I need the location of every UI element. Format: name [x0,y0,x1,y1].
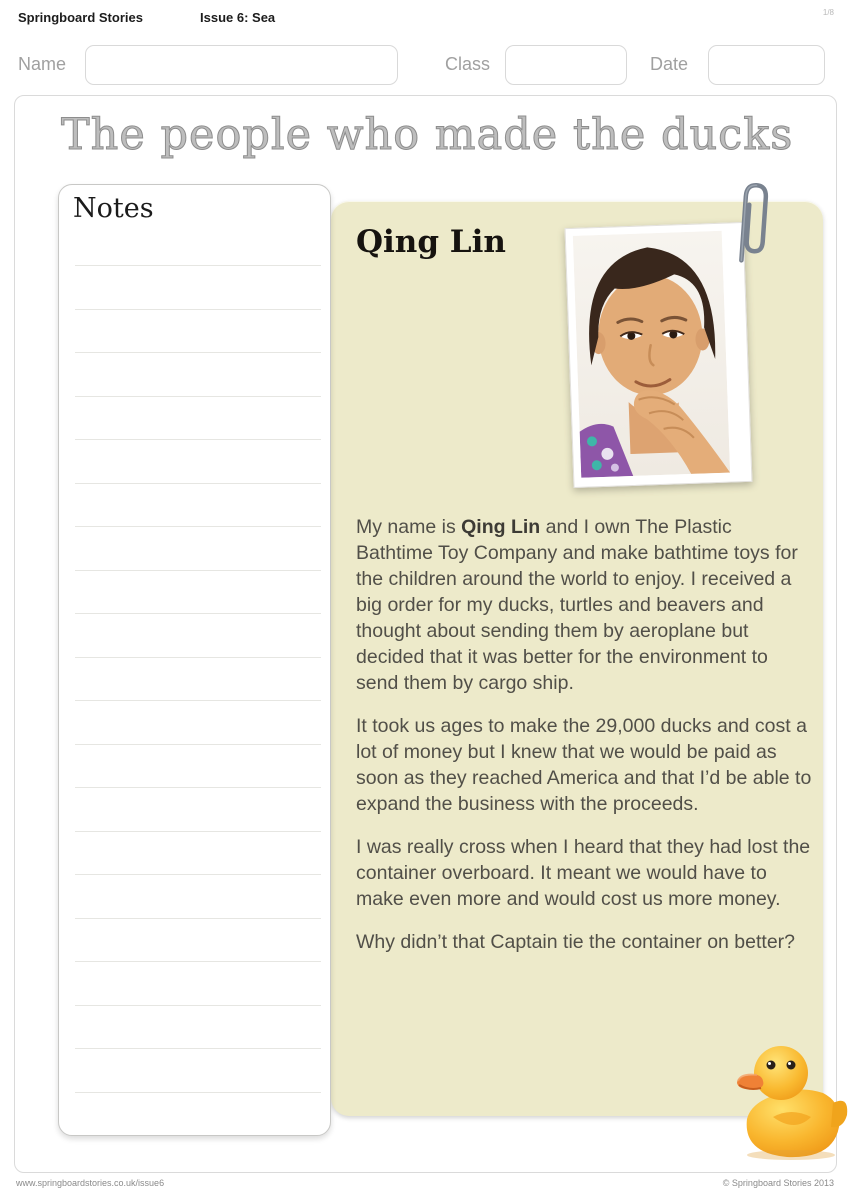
page-indicator: 1/8 [822,8,834,17]
note-line [75,613,321,614]
note-line [75,961,321,962]
note-line [75,265,321,266]
note-line [75,831,321,832]
class-input[interactable] [505,45,627,85]
brand-title: Springboard Stories [18,10,143,25]
footer-url: www.springboardstories.co.uk/issue6 [16,1178,165,1188]
sheet-container [14,95,837,1173]
note-line [75,918,321,919]
note-line [75,352,321,353]
portrait-illustration [573,231,730,478]
date-input[interactable] [708,45,825,85]
story-bold-name: Qing Lin [461,516,541,538]
story-paragraph-3: I was really cross when I heard that they had lost the container overboard. It meant we would have to make even more and would cost us more money. [356,836,811,910]
notes-heading: Notes [73,193,154,224]
story-text [356,514,814,972]
note-line [75,787,321,788]
story-paragraph-1: My name is Qing Lin and I own The Plastic Bathtime Toy Company and make bathtime toys for the children around the world to enjoy. I received a big order for my ducks, turtles and beavers and thought about sending them by aeroplane but decided that it was better for the environment to send them by cargo ship. [356,516,798,694]
story-paragraph-4: Why didn’t that Captain tie the container on better? [356,931,796,953]
note-line [75,483,321,484]
note-line [75,309,321,310]
qing-lin-photo [565,222,753,488]
note-line [75,526,321,527]
note-line [75,744,321,745]
note-line [75,874,321,875]
note-line [75,657,321,658]
page-title: The people who made the ducks [61,110,794,160]
notes-panel [58,184,331,1136]
note-line [75,1048,321,1049]
issue-label: Issue 6: Sea [200,10,276,25]
story-paragraph-2: It took us ages to make the 29,000 ducks and cost a lot of money but I knew that we would be paid as soon as they reached America and that I’d be able to expand the business with the proceeds. [356,715,812,815]
note-line [75,700,321,701]
name-input[interactable] [85,45,398,85]
footer-copyright: © Springboard Stories 2013 [722,1178,834,1188]
name-label: Name [18,54,67,74]
note-line [75,1005,321,1006]
date-label: Date [650,54,689,74]
paperclip-icon [729,178,775,269]
note-line [75,439,321,440]
story-heading: Qing Lin [356,224,506,260]
rubber-duck-image [729,1041,850,1161]
class-label: Class [445,54,491,74]
note-line [75,1092,321,1093]
note-line [75,570,321,571]
note-line [75,396,321,397]
